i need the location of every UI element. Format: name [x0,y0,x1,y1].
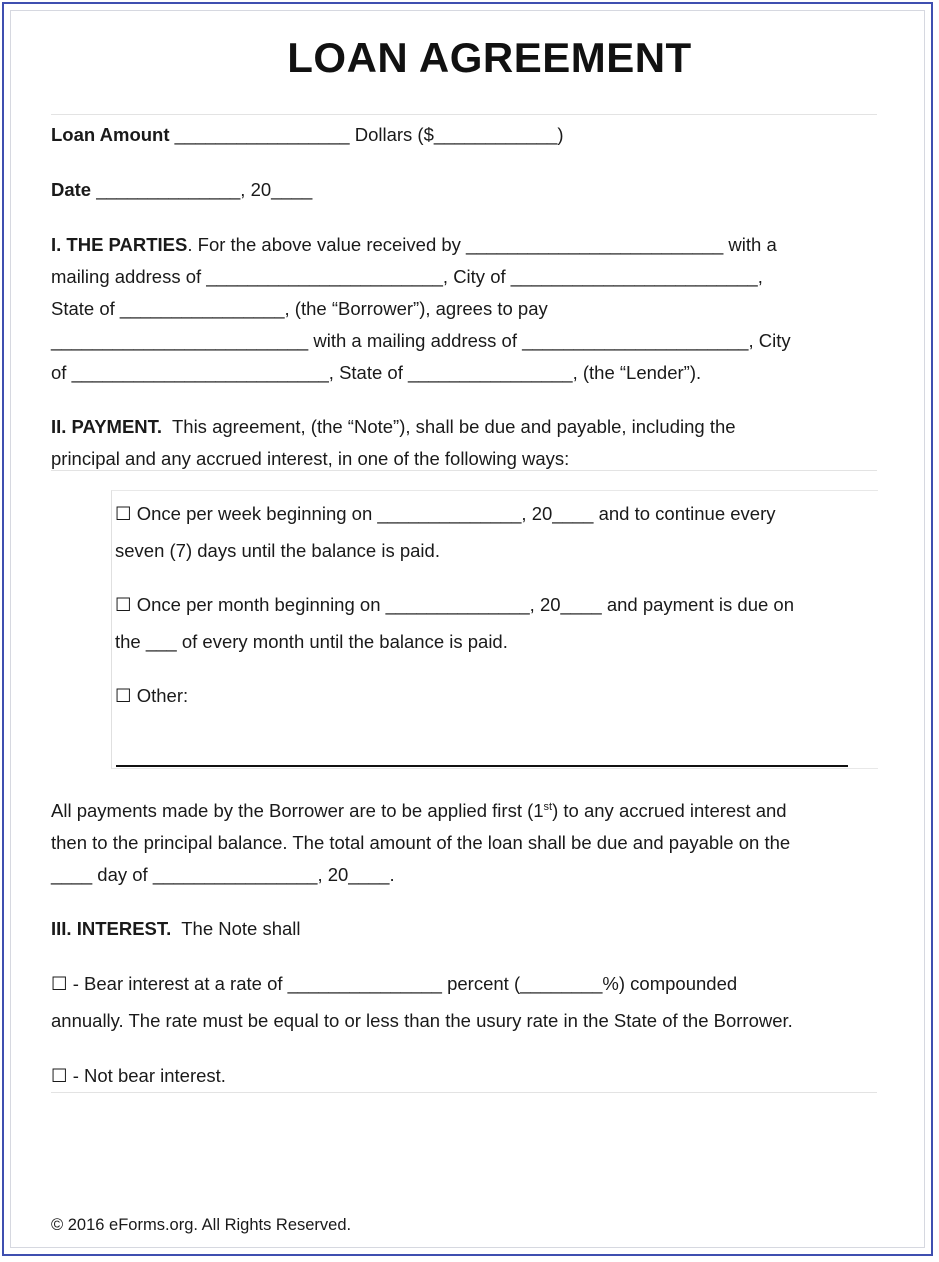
loan-amount-field[interactable]: _________________ Dollars ($____________) [169,124,564,145]
interest-bear-option[interactable]: ☐ - Bear interest at a rate of _______________ percent (________%) compounded [51,973,738,994]
payment-options-box [111,490,878,769]
date-field[interactable]: ______________, 20____ [91,179,313,200]
option-monthly[interactable]: ☐ Once per month beginning on ______________, 20____ and payment is due on [115,594,794,615]
divider [51,114,877,115]
option-monthly-cont: the ___ of every month until the balance is paid. [115,631,508,652]
interest-heading: III. INTEREST. [51,918,172,939]
document-title: LOAN AGREEMENT [287,34,692,81]
payment-line-1: II. PAYMENT. This agreement, (the “Note”), shall be due and payable, including the [51,416,736,437]
parties-heading: I. THE PARTIES [51,234,188,255]
application-line-1: All payments made by the Borrower are to be applied first (1st) to any accrued interest and [51,800,787,821]
interest-line: III. INTEREST. The Note shall [51,918,301,939]
parties-line-5: of _________________________, State of ________________, (the “Lender”). [51,362,702,383]
interest-not-bear-option[interactable]: ☐ - Not bear interest. [51,1065,226,1086]
parties-line-3: State of ________________, (the “Borrower”), agrees to pay [51,298,548,319]
loan-amount-label: Loan Amount [51,124,170,145]
option-weekly[interactable]: ☐ Once per week beginning on ______________, 20____ and to continue every [115,503,776,524]
divider [51,470,877,471]
application-line-3: ____ day of ________________, 20____. [51,864,395,885]
loan-amount-line [51,124,564,146]
date-label: Date [51,179,92,200]
payment-line-2: principal and any accrued interest, in one of the following ways: [51,448,570,469]
interest-bear-cont: annually. The rate must be equal to or less than the usury rate in the State of the Borrower. [51,1010,793,1031]
other-blank-line[interactable] [116,765,848,767]
payment-heading: II. PAYMENT. [51,416,163,437]
option-weekly-cont: seven (7) days until the balance is paid. [115,540,440,561]
parties-line-4: _________________________ with a mailing address of ______________________, City [51,330,791,351]
application-line-2: then to the principal balance. The total amount of the loan shall be due and payable on the [51,832,791,853]
parties-line-2: mailing address of _______________________, City of ________________________, [51,266,763,287]
divider [51,1092,877,1093]
copyright-footer: © 2016 eForms.org. All Rights Reserved. [51,1216,352,1234]
date-line [51,179,312,201]
parties-line-1: I. THE PARTIES. For the above value received by _________________________ with a [51,234,777,255]
option-other[interactable]: ☐ Other: [115,685,189,706]
